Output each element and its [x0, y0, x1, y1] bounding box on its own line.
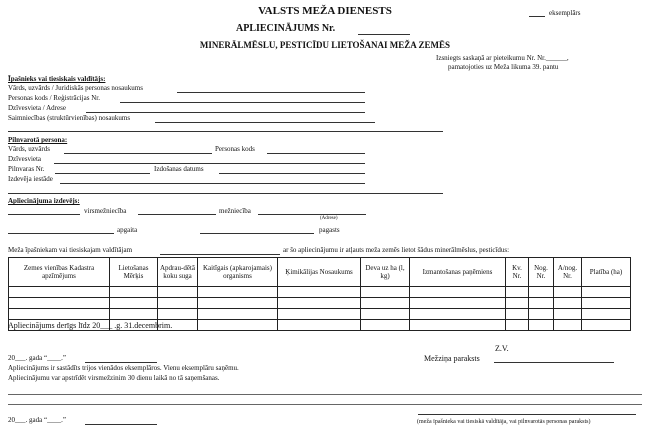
column-header: Deva uz ha (l, kg) — [361, 258, 410, 287]
authorized-issue-date-field[interactable] — [219, 173, 365, 174]
table-cell[interactable] — [410, 309, 506, 320]
table-row — [9, 287, 631, 298]
notes-line-2[interactable] — [8, 404, 642, 405]
table-cell[interactable] — [554, 309, 582, 320]
table-cell[interactable] — [506, 309, 529, 320]
table-cell[interactable] — [361, 298, 410, 309]
owner-signature-caption: (meža īpašnieka vai tiesiskā valdītāja, vai pilnvarotās personas paraksts) — [417, 419, 591, 425]
table-cell[interactable] — [110, 309, 158, 320]
table-cell[interactable] — [582, 298, 631, 309]
table-cell[interactable] — [361, 320, 410, 331]
table-cell[interactable] — [9, 287, 110, 298]
table-cell[interactable] — [529, 309, 554, 320]
table-row — [9, 298, 631, 309]
table-cell[interactable] — [198, 298, 278, 309]
chemicals-table — [8, 257, 631, 331]
notes-line-1[interactable] — [8, 394, 642, 395]
table-cell[interactable] — [158, 309, 198, 320]
issuer-district-field[interactable] — [8, 214, 80, 215]
table-cell[interactable] — [278, 309, 361, 320]
date-line-2: 20___. gada “____.” — [8, 416, 66, 424]
table-cell[interactable] — [278, 320, 361, 331]
valid-until-text: Apliecinājums derīgs līdz 20___ .g. 31.decembrim. — [8, 321, 173, 330]
table-cell[interactable] — [9, 309, 110, 320]
column-header: Apdrau-dētā koku suga — [158, 258, 198, 287]
seal-mark: Z.V. — [495, 344, 509, 353]
table-cell[interactable] — [361, 287, 410, 298]
table-cell[interactable] — [582, 320, 631, 331]
authorized-residence-label: Dzīvesvieta — [8, 155, 42, 163]
agency-title: VALSTS MEŽA DIENESTS — [258, 5, 392, 17]
issuer-area-field[interactable] — [8, 233, 114, 234]
table-cell[interactable] — [361, 309, 410, 320]
authorized-heading: Pilnvarotā persona: — [8, 136, 68, 144]
owner-name-label: Vārds, uzvārds / Juridiskās personas nosaukums — [8, 84, 143, 92]
table-cell[interactable] — [158, 287, 198, 298]
authorized-code-field[interactable] — [267, 153, 365, 154]
table-cell[interactable] — [410, 298, 506, 309]
authorized-name-label: Vārds, uzvārds — [8, 145, 50, 153]
authorized-issue-date-label: Izdošanas datums — [154, 165, 204, 173]
table-header-row — [9, 258, 631, 287]
table-cell[interactable] — [506, 298, 529, 309]
owner-heading: Īpašnieks vai tiesiskais valdītājs: — [8, 75, 106, 83]
forester-signature-field[interactable] — [494, 362, 614, 363]
column-header: Zemes vienības Kadastra apzīmējums — [9, 258, 110, 287]
owner-address-label: Dzīvesvieta / Adrese — [8, 104, 66, 112]
authorized-poa-field[interactable] — [55, 173, 150, 174]
owner-code-field[interactable] — [120, 102, 365, 103]
table-cell[interactable] — [110, 287, 158, 298]
appeal-note: Apliecinājumu var apstrīdēt virsmežzinim 30 dienu laikā no tā saņemšanas. — [8, 374, 220, 382]
table-cell[interactable] — [410, 320, 506, 331]
table-cell[interactable] — [529, 320, 554, 331]
document-title: MINERĀLMĒSLU, PESTICĪDU LIETOŠANAI MEŽA ZEMĒS — [199, 40, 451, 50]
column-header: Kv. Nr. — [506, 258, 529, 287]
table-cell[interactable] — [278, 298, 361, 309]
column-header: Lietošanas Mērķis — [110, 258, 158, 287]
table-row — [9, 309, 631, 320]
issued-note-2: pamatojoties uz Meža likuma 39. pantu — [448, 63, 559, 71]
table-cell[interactable] — [198, 309, 278, 320]
owner-address-field[interactable] — [86, 112, 365, 113]
certificate-number-label: APLIECINĀJUMS Nr. — [236, 23, 336, 34]
forester-signature-label: Mežziņa paraksts — [424, 354, 480, 363]
issuer-address-hint: (Adrese) — [320, 216, 338, 221]
owner-unit-field[interactable] — [155, 122, 375, 123]
table-cell[interactable] — [554, 298, 582, 309]
column-header: Kaitīgais (apkarojamais) organisms — [198, 258, 278, 287]
authorized-issuer-field[interactable] — [60, 183, 365, 184]
certificate-number-line — [358, 34, 410, 35]
column-header: Nog. Nr. — [529, 258, 554, 287]
column-header: A/nog. Nr. — [554, 258, 582, 287]
issuer-district-extra-field[interactable] — [138, 214, 216, 215]
table-cell[interactable] — [9, 298, 110, 309]
table-cell[interactable] — [582, 309, 631, 320]
date-line-1: 20___. gada “____.” — [8, 354, 66, 362]
authorized-residence-field[interactable] — [54, 163, 365, 164]
issuer-forestry-field[interactable] — [258, 214, 366, 215]
table-cell[interactable] — [158, 298, 198, 309]
table-cell[interactable] — [110, 298, 158, 309]
owner-code-label: Personas kods / Reģistrācijas Nr. — [8, 94, 100, 102]
table-cell[interactable] — [198, 287, 278, 298]
column-header: Ķimikālijas Nosaukums — [278, 258, 361, 287]
date-2-month-field[interactable] — [85, 424, 157, 425]
copies-note: Apliecinājums ir sastādīts trijos vienādos eksemplāros. Vienu eksemplāru saņēmu. — [8, 364, 239, 372]
column-header: Izmantošanas paņēmiens — [410, 258, 506, 287]
issuer-parish-field[interactable] — [200, 233, 314, 234]
authorized-code-label: Personas kods — [215, 145, 255, 153]
table-cell[interactable] — [529, 298, 554, 309]
issuer-parish-label: pagasts — [319, 226, 340, 234]
owner-unit-label: Saimniecības (struktūrvienības) nosaukums — [8, 114, 131, 122]
table-cell[interactable] — [529, 287, 554, 298]
owner-signature-field[interactable] — [418, 414, 636, 415]
table-cell[interactable] — [554, 320, 582, 331]
column-header: Platība (ha) — [582, 258, 631, 287]
permission-right-text: ar šo apliecinājumu ir atļauts meža zemēs lietot šādus minerālmēslus, pesticīdus: — [283, 246, 510, 254]
authorized-name-field[interactable] — [64, 153, 212, 154]
authorized-extra-line[interactable] — [8, 193, 443, 194]
table-cell[interactable] — [278, 287, 361, 298]
owner-name-field[interactable] — [177, 92, 365, 93]
table-cell[interactable] — [506, 287, 529, 298]
date-1-month-field[interactable] — [85, 362, 157, 363]
issued-note-1: Izsniegts saskaņā ar pieteikumu Nr. Nr.______, — [436, 54, 569, 62]
table-cell[interactable] — [410, 287, 506, 298]
issuer-heading: Apliecinājuma izdevējs: — [8, 197, 80, 205]
authorized-issuer-label: Izdevēja iestāde — [8, 175, 53, 183]
permission-left-text: Meža īpašniekam vai tiesiskajam valdītājam — [8, 246, 133, 254]
issuer-area-label: apgaita — [117, 226, 138, 234]
issuer-district-label: virsmežniecība — [84, 207, 127, 215]
table-cell[interactable] — [554, 287, 582, 298]
owner-extra-line[interactable] — [8, 131, 443, 132]
table-cell[interactable] — [198, 320, 278, 331]
table-cell[interactable] — [506, 320, 529, 331]
permission-name-field[interactable] — [160, 254, 280, 255]
issuer-forestry-label: mežniecība — [219, 207, 251, 215]
table-cell[interactable] — [582, 287, 631, 298]
copies-label: eksemplārs — [549, 9, 581, 17]
authorized-poa-label: Pilnvaras Nr. — [8, 165, 45, 173]
